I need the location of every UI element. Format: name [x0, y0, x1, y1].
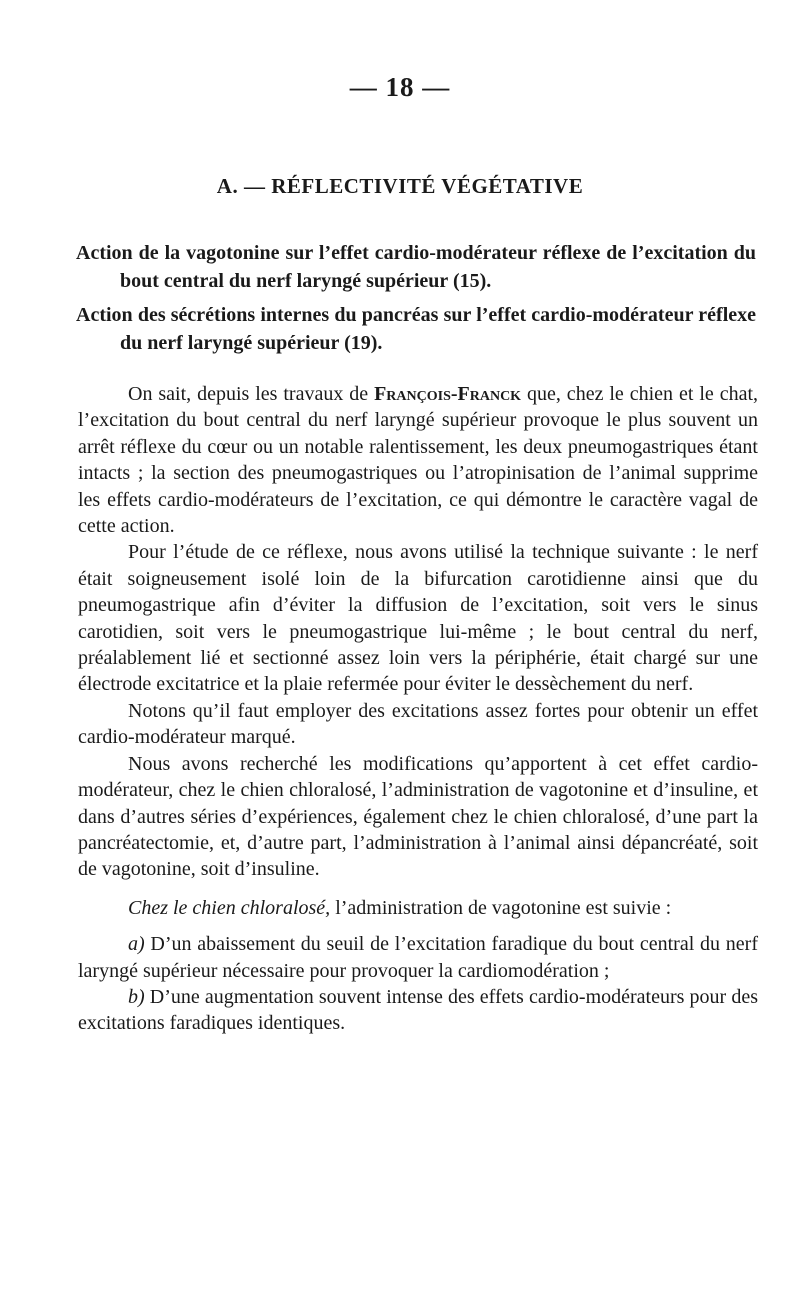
paragraph-technique: Pour l’étude de ce réflexe, nous avons utilisé la technique suivante : le nerf était soigneusement isolé loin de la bifurcation carotidienne ainsi que du pneumogastrique afin d’éviter la diffusion de l’excitation, soit vers le sinus carotidien, soit vers le pneumogastrique lui-même ; le bout central du nerf, préalablement lié et sectionné assez loin vers la périphérie, était chargé sur une électrode excitatrice et la plaie refermée pour éviter le dessèchement du nerf. — [78, 541, 758, 696]
paragraph-chloralose-italic: Chez le chien chloralosé, — [128, 896, 331, 919]
reference-list — [76, 239, 756, 363]
page-number: — 18 — — [349, 72, 451, 102]
list-item-a-label: a) — [128, 933, 145, 956]
paragraph-intro-start: On sait, depuis les travaux de — [128, 383, 375, 405]
paragraph-chloralose — [78, 895, 758, 921]
section-heading: A. — RÉFLECTIVITÉ VÉGÉTATIVE — [216, 174, 584, 198]
paragraph-note: Notons qu’il faut employer des excitations assez fortes pour obtenir un effet cardio-modérateur marqué. — [78, 699, 758, 749]
paragraph-intro-rest: que, chez le chien et le chat, l’excitation du bout central du nerf laryngé supérieur provoque le plus souvent un arrêt réflexe du cœur ou un notable ralentissement, les deux pneumogastriques étant intacts ; la section des pneumogastriques ou l’atropinisation de l’animal supprime les effets cardio-modérateurs de l’excitation, ce qui démontre le caractère vagal de cette action. — [78, 383, 759, 538]
paragraph-research: Nous avons recherché les modifications qu’apportent à cet effet cardio-modérateur, chez le chien chloralosé, l’administration de vagotonine et d’insuline, et dans d’autres séries d’expériences, également chez le chien chloralosé, d’une part la pancréatectomie, et, d’autre part, l’administration à l’animal ainsi dépancréaté, soit de vagotonine, soit d’insuline. — [78, 752, 758, 881]
paragraph-chloralose-rest: l’administration de vagotonine est suivie : — [330, 896, 672, 919]
list-item-b-label: b) — [128, 985, 145, 1008]
list-item-b — [78, 984, 758, 1037]
list-item-a — [78, 931, 758, 984]
paragraph-intro — [78, 381, 758, 539]
author-name: François-Franck — [374, 383, 522, 405]
reference-item-15: Action de la vagotonine sur l’effet cardio-modérateur réflexe de l’excitation du bout central du nerf laryngé supérieur (15). — [76, 242, 756, 292]
list-item-a-text: D’un abaissement du seuil de l’excitation faradique du bout central du nerf laryngé supérieur nécessaire pour provoquer la cardiomodération ; — [78, 933, 758, 982]
reference-item-19: Action des sécrétions internes du pancréas sur l’effet cardio-modérateur réflexe du nerf laryngé supérieur (19). — [76, 304, 756, 354]
list-item-b-text: D’une augmentation souvent intense des effets cardio-modérateurs pour des excitations faradiques identiques. — [78, 985, 758, 1035]
body-text — [78, 381, 758, 1037]
